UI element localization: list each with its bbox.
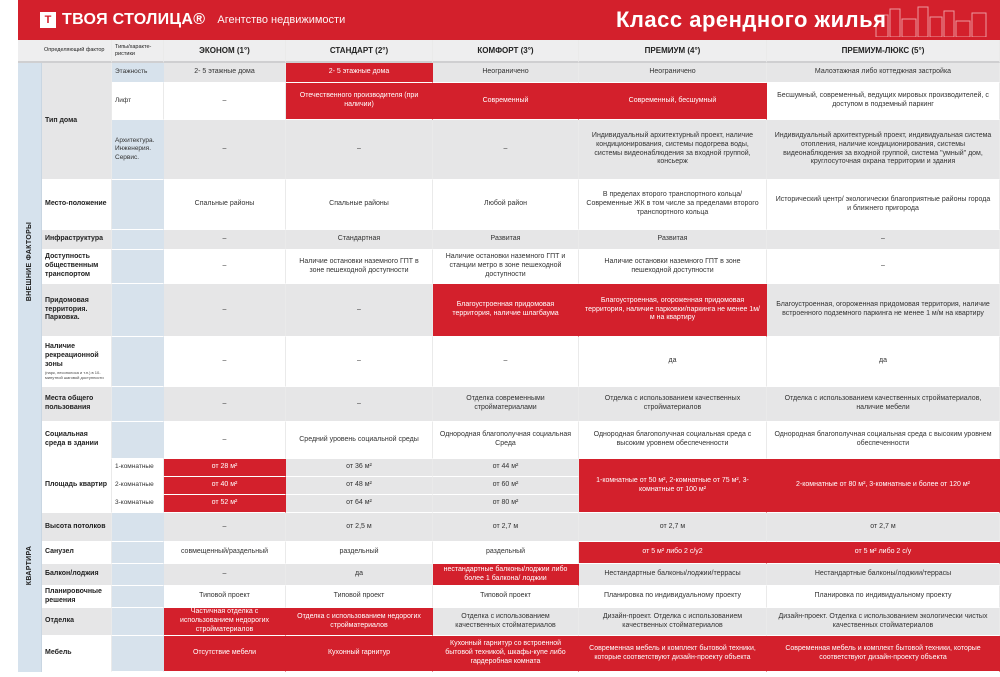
cell-balcony-premium: Нестандартные балконы/лоджии/террасы	[579, 564, 767, 586]
cell-room3-standard: от 64 м²	[286, 495, 433, 513]
subtype-empty	[112, 636, 164, 672]
subtype-empty	[112, 542, 164, 564]
cell-bathroom-econom: совмещенный/раздельный	[164, 542, 286, 564]
cell-territory-premium-lux: Благоустроенная, огороженная придомовая территория, наличие встроенного подземного паркинга не менее 1 м/м на квартиру	[767, 284, 1000, 337]
cell-transport-premium: Наличие остановки наземного ГПТ в зоне пешеходной доступности	[579, 250, 767, 284]
subtype-room2: 2-комнатные	[112, 477, 164, 495]
cell-social-comfort: Однородная благополучная социальная Среда	[433, 422, 579, 459]
cell-room2-standard: от 48 м²	[286, 477, 433, 495]
cell-bathroom-premium: от 5 м² либо 2 с/у2	[579, 542, 767, 564]
cell-architecture-standard: –	[286, 120, 433, 180]
cell-furniture-premium-lux: Современная мебель и комплект бытовой техники, которые соответствуют дизайн-проекту объекта	[767, 636, 1000, 672]
cell-area-premium: 1-комнатные от 50 м², 2-комнатные от 75 м², 3-комнатные от 100 м²	[579, 459, 767, 513]
cell-floors-premium-lux: Малоэтажная либо коттеджная застройка	[767, 63, 1000, 83]
cell-room1-econom: от 28 м²	[164, 459, 286, 477]
cell-floors-comfort: Неограничено	[433, 63, 579, 83]
cell-finishing-premium: Дизайн-проект. Отделка с использованием качественных стойматериалов	[579, 608, 767, 636]
cell-floors-econom: 2- 5 этажные дома	[164, 63, 286, 83]
column-header-econom: ЭКОНОМ (1°)	[164, 40, 286, 63]
subtype-empty	[112, 608, 164, 636]
cell-location-comfort: Любой район	[433, 180, 579, 230]
cell-area-premium-lux: 2-комнатные от 80 м², 3-комнатные и более от 120 м²	[767, 459, 1000, 513]
cell-ceiling-premium-lux: от 2,7 м	[767, 513, 1000, 542]
cell-public-places-econom: –	[164, 387, 286, 422]
cell-infrastructure-comfort: Развитая	[433, 230, 579, 250]
cell-furniture-comfort: Кухонный гарнитур со встроенной бытовой техникой, шкафы-купе либо гардеробная комната	[433, 636, 579, 672]
cell-transport-comfort: Наличие остановки наземного ГПТ и станции метро в зоне пешеходной доступности	[433, 250, 579, 284]
cell-transport-standard: Наличие остановки наземного ГПТ в зоне пешеходной доступности	[286, 250, 433, 284]
skyline-decoration-icon	[874, 5, 990, 37]
cell-territory-econom: –	[164, 284, 286, 337]
cell-planning-premium: Планировка по индивидуальному проекту	[579, 586, 767, 608]
cell-planning-standard: Типовой проект	[286, 586, 433, 608]
subtype-empty	[112, 230, 164, 250]
cell-bathroom-standard: раздельный	[286, 542, 433, 564]
cell-finishing-standard: Отделка с использованием недорогих стройматериалов	[286, 608, 433, 636]
logo-icon: Т	[40, 12, 56, 28]
cell-recreation-premium-lux: да	[767, 337, 1000, 387]
cell-social-premium-lux: Однородная благополучная социальная среда с высоким уровнем обеспеченности	[767, 422, 1000, 459]
factor-balcony: Балкон/лоджия	[42, 564, 112, 586]
cell-lift-premium: Современный, бесшумный	[579, 83, 767, 120]
cell-recreation-standard: –	[286, 337, 433, 387]
column-header-comfort: КОМФОРТ (3°)	[433, 40, 579, 63]
factor-transport: Доступность общественным транспортом	[42, 250, 112, 284]
cell-architecture-comfort: –	[433, 120, 579, 180]
factor-territory: Придомовая территория. Парковка.	[42, 284, 112, 337]
cell-architecture-econom: –	[164, 120, 286, 180]
cell-floors-standard: 2- 5 этажные дома	[286, 63, 433, 83]
factor-ceiling: Высота потолков	[42, 513, 112, 542]
brand-name: ТВОЯ СТОЛИЦА®	[62, 11, 206, 28]
subtype-floors: Этажность	[112, 63, 164, 83]
subtype-empty	[112, 180, 164, 230]
cell-planning-comfort: Типовой проект	[433, 586, 579, 608]
cell-public-places-premium: Отделка с использованием качественных стройматериалов	[579, 387, 767, 422]
cell-infrastructure-premium: Развитая	[579, 230, 767, 250]
subtype-empty	[112, 564, 164, 586]
column-header-types: Типы/характе-ристики	[112, 40, 164, 63]
subtype-empty	[112, 513, 164, 542]
cell-location-standard: Спальные районы	[286, 180, 433, 230]
subtype-lift: Лифт	[112, 83, 164, 120]
cell-floors-premium: Неограничено	[579, 63, 767, 83]
cell-balcony-comfort: нестандартные балконы/лоджии либо более 1 балкона/ лоджии	[433, 564, 579, 586]
column-header-premium-lux: ПРЕМИУМ-ЛЮКС (5°)	[767, 40, 1000, 63]
cell-balcony-econom: –	[164, 564, 286, 586]
cell-planning-premium-lux: Планировка по индивидуальному проекту	[767, 586, 1000, 608]
cell-room3-econom: от 52 м²	[164, 495, 286, 513]
cell-infrastructure-econom: –	[164, 230, 286, 250]
cell-room1-standard: от 36 м²	[286, 459, 433, 477]
factor-area: Площадь квартир	[42, 459, 112, 513]
cell-ceiling-premium: от 2,7 м	[579, 513, 767, 542]
section-apartment: КВАРТИРА	[18, 459, 42, 672]
factor-planning: Планировочные решения	[42, 586, 112, 608]
section-external-factors: ВНЕШНИЕ ФАКТОРЫ	[18, 63, 42, 459]
cell-planning-econom: Типовой проект	[164, 586, 286, 608]
cell-lift-econom: –	[164, 83, 286, 120]
cell-lift-standard: Отечественного производителя (при наличии)	[286, 83, 433, 120]
cell-transport-premium-lux: –	[767, 250, 1000, 284]
cell-ceiling-standard: от 2,5 м	[286, 513, 433, 542]
factor-location: Место-положение	[42, 180, 112, 230]
cell-ceiling-comfort: от 2,7 м	[433, 513, 579, 542]
column-header-standard: СТАНДАРТ (2°)	[286, 40, 433, 63]
factor-house-type: Тип дома	[42, 63, 112, 180]
factor-recreation-label: Наличие рекреационной зоны	[45, 343, 99, 368]
factor-infrastructure: Инфраструктура	[42, 230, 112, 250]
subtype-empty	[112, 250, 164, 284]
cell-balcony-standard: да	[286, 564, 433, 586]
cell-furniture-premium: Современная мебель и комплект бытовой техники, которые соответствуют дизайн-проекту объекта	[579, 636, 767, 672]
cell-transport-econom: –	[164, 250, 286, 284]
cell-bathroom-premium-lux: от 5 м² либо 2 с/у	[767, 542, 1000, 564]
cell-infrastructure-standard: Стандартная	[286, 230, 433, 250]
cell-location-premium-lux: Исторический центр/ экологически благоприятные районы города и ближнего пригорода	[767, 180, 1000, 230]
cell-lift-comfort: Современный	[433, 83, 579, 120]
cell-architecture-premium-lux: Индивидуальный архитектурный проект, индивидуальная система отопления, наличие кондиционирования, системы видеонаблюдения за входной группой, система "умный" дом, круглосуточная охрана территории и здания	[767, 120, 1000, 180]
cell-bathroom-comfort: раздельный	[433, 542, 579, 564]
subtype-empty	[112, 337, 164, 387]
cell-lift-premium-lux: Бесшумный, современный, ведущих мировых производителей, с доступом в подземный паркинг	[767, 83, 1000, 120]
cell-finishing-econom: Частичная отделка с использованием недорогих стройматериалов	[164, 608, 286, 636]
cell-recreation-premium: да	[579, 337, 767, 387]
factor-furniture: Мебель	[42, 636, 112, 672]
factor-finishing: Отделка	[42, 608, 112, 636]
cell-room1-comfort: от 44 м²	[433, 459, 579, 477]
cell-recreation-comfort: –	[433, 337, 579, 387]
factor-social: Социальная среда в здании	[42, 422, 112, 459]
subtype-empty	[112, 422, 164, 459]
subtype-empty	[112, 284, 164, 337]
cell-room2-comfort: от 60 м²	[433, 477, 579, 495]
brand-logo	[40, 11, 345, 29]
cell-territory-comfort: Благоустроенная придомовая территория, наличие шлагбаума	[433, 284, 579, 337]
cell-location-premium: В пределах второго транспортного кольца/ Современные ЖК в том числе за пределами второго транспортного кольца	[579, 180, 767, 230]
cell-infrastructure-premium-lux: –	[767, 230, 1000, 250]
cell-room3-comfort: от 80 м²	[433, 495, 579, 513]
cell-social-premium: Однородная благополучная социальная среда с высоким уровнем обеспеченности	[579, 422, 767, 459]
cell-room2-econom: от 40 м²	[164, 477, 286, 495]
brand-tagline: Агентство недвижимости	[217, 14, 346, 26]
subtype-empty	[112, 586, 164, 608]
column-header-factor: Определяющий фактор	[18, 40, 112, 63]
page-title: Класс арендного жилья	[616, 7, 887, 32]
rental-class-table	[18, 40, 1000, 677]
cell-balcony-premium-lux: Нестандартные балконы/лоджии/террасы	[767, 564, 1000, 586]
cell-public-places-standard: –	[286, 387, 433, 422]
factor-recreation	[42, 337, 112, 387]
factor-bathroom: Санузел	[42, 542, 112, 564]
cell-finishing-comfort: Отделка с использованием качественных стойматериалов	[433, 608, 579, 636]
cell-territory-premium: Благоустроенная, огороженная придомовая территория, наличие парковки/паркинга не менее 1м/м на квартиру	[579, 284, 767, 337]
cell-location-econom: Спальные районы	[164, 180, 286, 230]
factor-public-places: Места общего пользования	[42, 387, 112, 422]
cell-architecture-premium: Индивидуальный архитектурный проект, наличие кондиционирования, системы подогрева воды, системы видеонаблюдения за входной группой, консьерж	[579, 120, 767, 180]
subtype-empty	[112, 387, 164, 422]
cell-furniture-standard: Кухонный гарнитур	[286, 636, 433, 672]
cell-social-econom: –	[164, 422, 286, 459]
factor-recreation-note: (парк, лесополоса и т.п.) в 10-минутной шаговой доступности	[45, 369, 104, 380]
cell-public-places-comfort: Отделка современными стройматериалами	[433, 387, 579, 422]
cell-recreation-econom: –	[164, 337, 286, 387]
cell-furniture-econom: Отсутствие мебели	[164, 636, 286, 672]
cell-public-places-premium-lux: Отделка с использованием качественных стройматериалов, наличие мебели	[767, 387, 1000, 422]
cell-finishing-premium-lux: Дизайн-проект. Отделка с использованием экологически чистых качественных стойматериалов	[767, 608, 1000, 636]
page-header	[18, 0, 1000, 40]
subtype-room1: 1-комнатные	[112, 459, 164, 477]
cell-territory-standard: –	[286, 284, 433, 337]
subtype-architecture: Архитектура. Инженерия. Сервис.	[112, 120, 164, 180]
cell-social-standard: Средний уровень социальной среды	[286, 422, 433, 459]
subtype-room3: 3-комнатные	[112, 495, 164, 513]
column-header-premium: ПРЕМИУМ (4°)	[579, 40, 767, 63]
cell-ceiling-econom: –	[164, 513, 286, 542]
